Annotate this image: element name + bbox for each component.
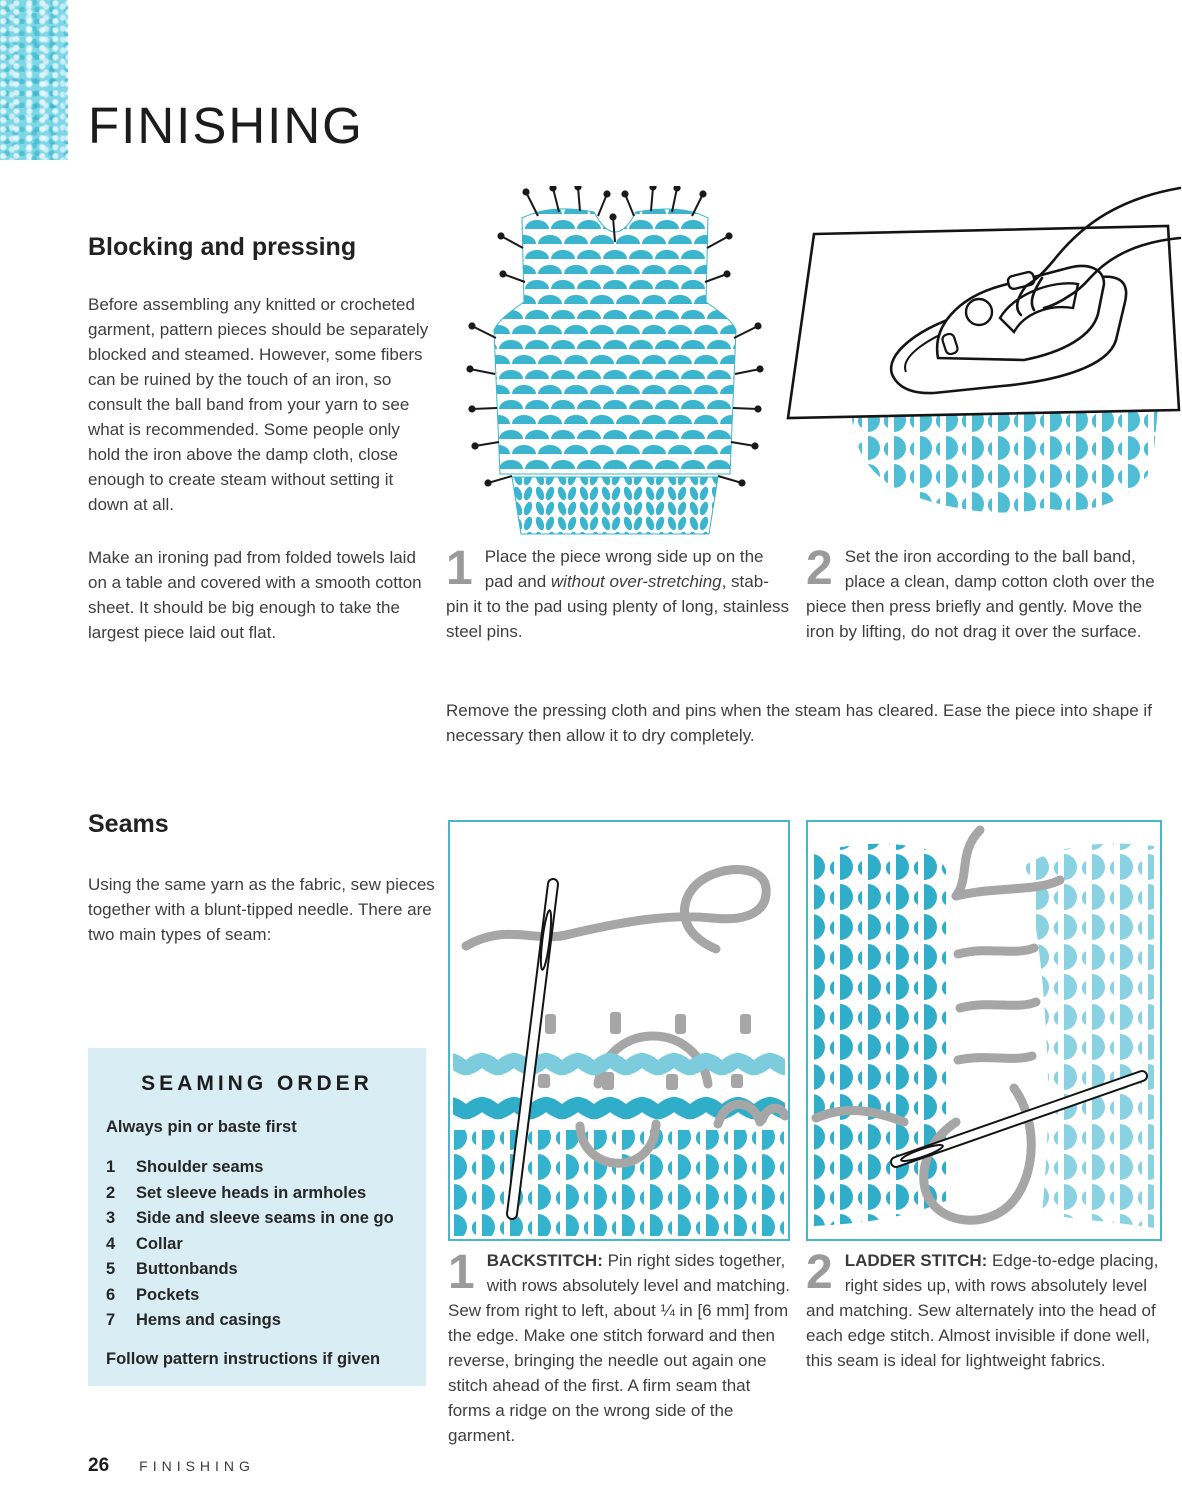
seams-heading: Seams [88,810,169,838]
seams-step-2 [806,1248,1168,1373]
step-numeral-1: 1 [446,542,473,595]
blocking-heading: Blocking and pressing [88,233,357,261]
iron-pressing-svg [786,182,1182,538]
pinned-piece-illustration [446,186,784,538]
blocking-paragraph-2: Make an ironing pad from folded towels laid on a table and covered with a smooth cotton sheet. It should be big enough to take the largest piece laid out flat. [88,548,422,642]
item-label: Pockets [136,1285,200,1304]
item-label: Shoulder seams [136,1158,264,1176]
item-number: 3 [106,1209,116,1227]
item-label: Buttonbands [136,1260,238,1278]
blocking-step-2 [806,544,1168,644]
blocking-note: Remove the pressing cloth and pins when the steam has cleared. Ease the piece into shape if necessary then allow it to dry completely. [446,701,1152,745]
item-number: 5 [106,1260,116,1278]
list-item [106,1181,408,1207]
blocking-step-1 [446,544,790,644]
item-label: Collar [136,1234,183,1253]
corner-knit-texture [0,0,68,160]
backstitch-label: BACKSTITCH: [486,1251,603,1270]
step-numeral-1: 1 [448,1246,475,1299]
list-item [106,1232,408,1258]
seaming-order-subtitle: Always pin or baste first [106,1118,297,1136]
item-number: 7 [106,1311,116,1329]
seams-step-1 [448,1248,794,1448]
ladder-stitch-illustration [806,820,1162,1241]
page-title: FINISHING [88,97,364,154]
list-item [106,1283,408,1309]
seaming-order-box [88,1048,426,1386]
item-number: 2 [106,1183,116,1202]
item-label: Hems and casings [136,1311,281,1329]
step-numeral-2: 2 [806,542,833,595]
ladder-stitch-label: LADDER STITCH: [844,1251,988,1270]
seaming-order-title: SEAMING ORDER [141,1072,373,1095]
list-item [106,1206,408,1232]
seams-intro: Using the same yarn as the fabric, sew pieces together with a blunt-tipped needle. There are two main types of seam: [88,875,435,944]
step1-text-italic: without over-stretching [550,572,722,591]
step-numeral-2: 2 [806,1246,833,1299]
item-number: 4 [106,1234,116,1253]
page-footer [88,1455,255,1477]
pinned-piece-svg [446,186,784,538]
list-item [106,1308,408,1334]
backstitch-illustration [448,820,790,1241]
ladder-stitch-text: Edge-to-edge placing, right sides up, with rows absolutely level and matching. Sew alternately into the head of each edge stitch. Almost invisible if done well, this seam is ideal for lightweight fabrics. [806,1251,1159,1370]
item-number: 1 [106,1158,116,1176]
footer-section-label: FINISHING [139,1458,255,1474]
step1-text-lead: Place the piece wrong side up on the pad and [484,547,764,591]
backstitch-text: Pin right sides together, with rows absolutely level and matching. Sew from right to left, about ¼ in [6 mm] from the edge. Make one stitch forward and then reverse, bringing the needle out again one stitch ahead of the first. A firm seam that forms a ridge on the wrong side of the garment. [448,1251,791,1445]
list-item [106,1155,408,1181]
step1-text-rest: , stab-pin it to the pad using plenty of long, stainless steel pins. [446,572,790,641]
list-item [106,1257,408,1283]
item-label: Set sleeve heads in armholes [136,1183,367,1202]
ladder-stitch-svg [808,822,1160,1239]
seaming-order-footer: Follow pattern instructions if given [106,1349,381,1368]
iron-pressing-illustration [786,182,1182,538]
seaming-order-list [106,1155,408,1334]
page-number: 26 [88,1455,110,1476]
blocking-paragraph-1: Before assembling any knitted or crocheted garment, pattern pieces should be separately blocked and steamed. However, some fibers can be ruined by the touch of an iron, so consult the ball band from your yarn to see what is recommended. Some people only hold the iron above the damp cloth, close enough to create steam without setting it down at all. [88,295,429,514]
item-label: Side and sleeve seams in one go [136,1209,394,1227]
item-number: 6 [106,1285,116,1304]
backstitch-svg [450,822,788,1239]
step2-text: Set the iron according to the ball band, place a clean, damp cotton cloth over the piece then press briefly and gently. Move the iron by lifting, do not drag it over the surface. [806,547,1155,641]
